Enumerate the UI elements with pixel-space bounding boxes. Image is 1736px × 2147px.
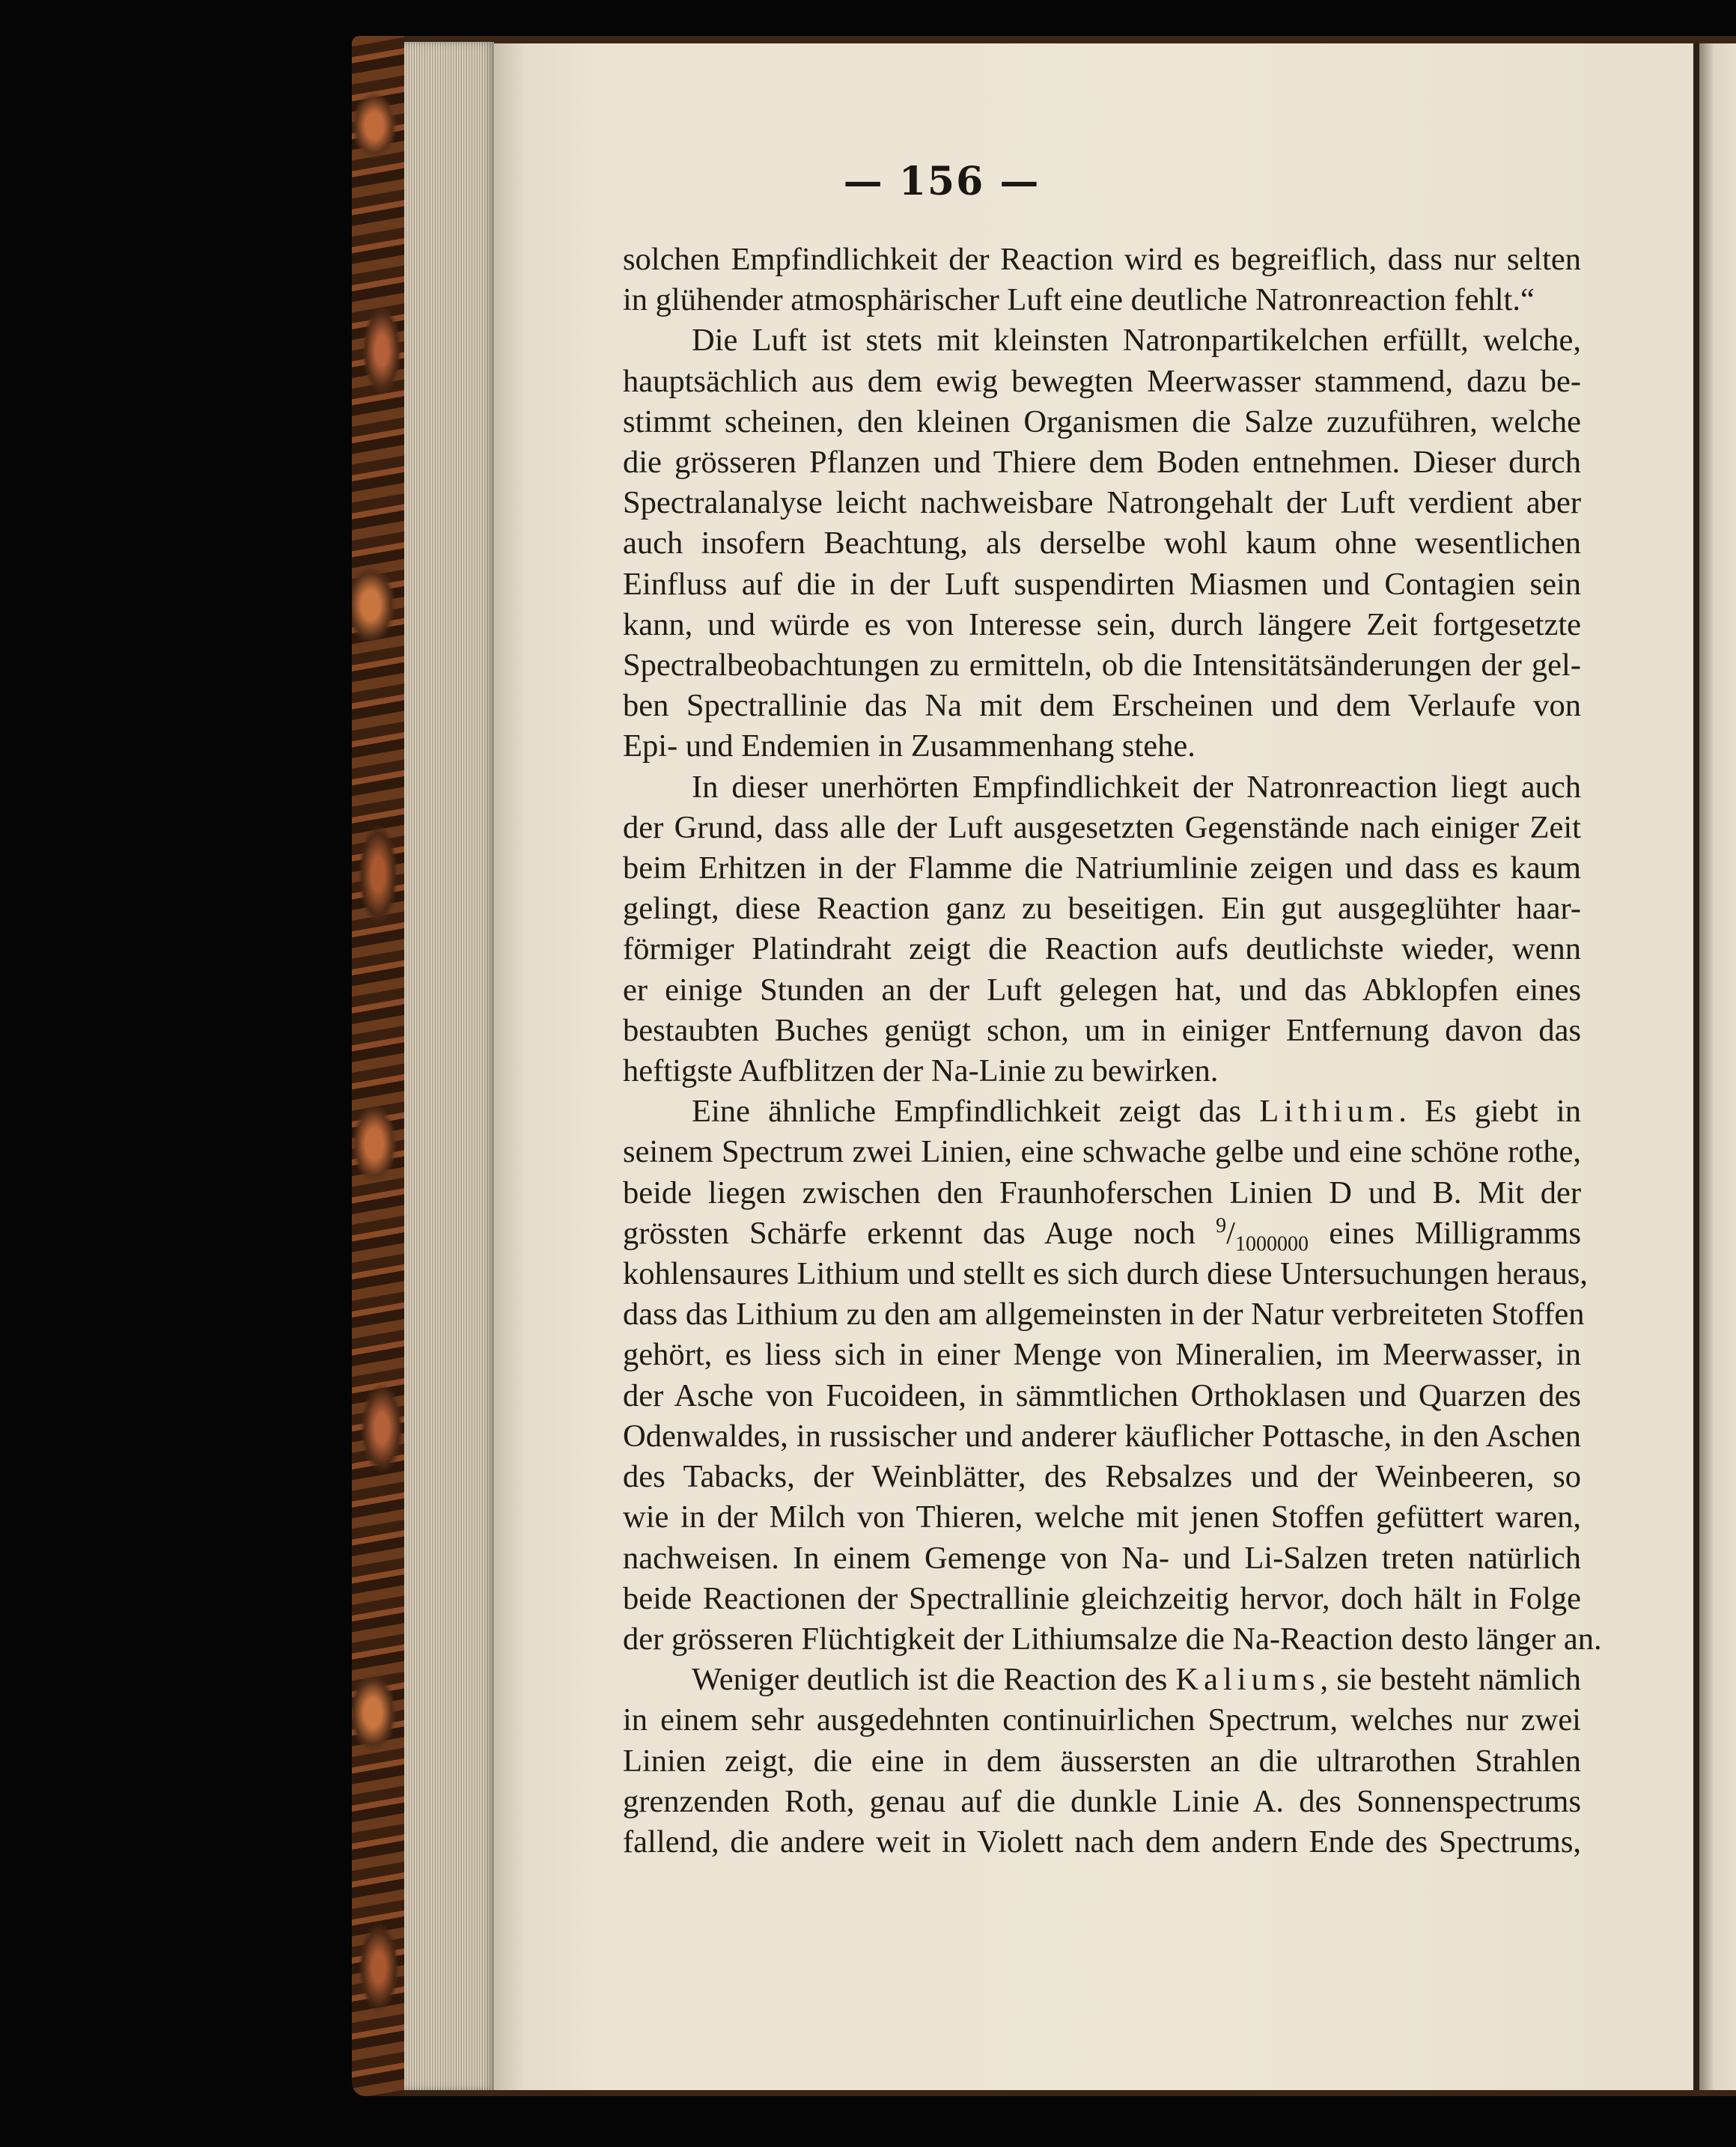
text-line: der Grund, dass alle der Luft ausgesetzten Gegenstände nach einiger Zeit <box>623 809 1581 845</box>
text-line: ben Spectrallinie das Na mit dem Erscheinen und dem Verlaufe von <box>623 688 1581 724</box>
text-line: hauptsächlich aus dem ewig bewegten Meerwasser stammend, dazu be- <box>623 363 1581 399</box>
text-line: Die Luft ist stets mit kleinsten Natronpartikelchen erfüllt, welche, <box>692 323 1581 359</box>
text-line: gehört, es liess sich in einer Menge von Mineralien, im Meerwasser, in <box>623 1337 1581 1373</box>
text-line: Spectralbeobachtungen zu ermitteln, ob die Intensitätsänderungen der gel- <box>623 648 1581 683</box>
text-line: beim Erhitzen in der Flamme die Natriumlinie zeigen und dass es kaum <box>623 850 1581 886</box>
page-edges <box>404 42 494 2090</box>
paragraph-2 <box>623 320 1581 767</box>
text-line: gelingt, diese Reaction ganz zu beseitigen. Ein gut ausgeglühter haar- <box>623 891 1581 927</box>
book-gutter <box>1693 43 1699 2090</box>
text-line: wie in der Milch von Thieren, welche mit jenen Stoffen gefüttert waren, <box>623 1499 1581 1535</box>
text-line: er einige Stunden an der Luft gelegen hat, und das Abklopfen eines <box>623 972 1581 1008</box>
text-line: der grösseren Flüchtigkeit der Lithiumsalze die Na-Reaction desto länger an. <box>623 1621 1602 1657</box>
fraction-slash: / <box>1226 1215 1235 1251</box>
text-line: in glühender atmosphärischer Luft eine deutliche Natronreaction fehlt.“ <box>623 282 1535 318</box>
page-number: — 156 — <box>843 159 1041 204</box>
paragraph-4 <box>623 1091 1602 1660</box>
text-run: . Es giebt in <box>1398 1094 1581 1130</box>
text-line: Linien zeigt, die eine in dem äussersten an die ultrarothen Strahlen <box>623 1743 1581 1779</box>
text-line: auch insofern Beachtung, als derselbe wohl kaum ohne wesentlichen <box>623 526 1581 561</box>
text-run: eines Milligramms <box>1329 1215 1582 1251</box>
text-line: bestaubten Buches genügt schon, um in einiger Entfernung davon das <box>623 1012 1581 1048</box>
text-run: grössten Schärfe erkennt das Auge noch <box>623 1215 1196 1251</box>
text-run: Eine ähnliche Empfindlichkeit zeigt das <box>692 1094 1242 1130</box>
text-line: dass das Lithium zu den am allgemeinsten in der Natur verbreiteten Stoffen <box>623 1297 1585 1333</box>
fraction-numerator: 9 <box>1216 1213 1227 1237</box>
text-line: seinem Spectrum zwei Linien, eine schwache gelbe und eine schöne rothe, <box>623 1134 1581 1170</box>
text-line: in einem sehr ausgedehnten continuirlichen Spectrum, welches nur zwei <box>623 1702 1581 1738</box>
text-line: Einfluss auf die in der Luft suspendirten Miasmen und Contagien sein <box>623 566 1581 602</box>
text-run: , sie besteht nämlich <box>1320 1662 1581 1698</box>
text-line: In dieser unerhörten Empfindlichkeit der Natronreaction liegt auch <box>692 769 1581 805</box>
text-line: heftigste Aufblitzen der Na-Linie zu bewirken. <box>623 1053 1219 1089</box>
text-line: Spectralanalyse leicht nachweisbare Natrongehalt der Luft verdient aber <box>623 485 1581 521</box>
body-text <box>623 240 1602 1863</box>
paragraph-1 <box>623 240 1581 320</box>
text-line <box>623 1213 1581 1254</box>
text-line: die grösseren Pflanzen und Thiere dem Boden entnehmen. Dieser durch <box>623 445 1581 481</box>
text-line: beide liegen zwischen den Fraunhoferschen Linien D und B. Mit der <box>623 1175 1581 1210</box>
marbled-cover-edge <box>352 36 404 2096</box>
text-line: Odenwaldes, in russischer und anderer käuflicher Pottasche, in den Aschen <box>623 1418 1581 1454</box>
text-line <box>623 1660 1581 1700</box>
spaced-emphasis-lithium: Lithium <box>1259 1094 1399 1130</box>
text-line: solchen Empfindlichkeit der Reaction wird es begreiflich, dass nur selten <box>623 242 1581 277</box>
text-line: nachweisen. In einem Gemenge von Na- und Li-Salzen treten natürlich <box>623 1540 1581 1576</box>
right-page-edge <box>1699 43 1736 2090</box>
paragraph-5 <box>623 1660 1581 1863</box>
text-line: fallend, die andere weit in Violett nach dem andern Ende des Spectrums, <box>623 1824 1581 1860</box>
fraction-denominator: 1000000 <box>1234 1232 1309 1256</box>
text-line: stimmt scheinen, den kleinen Organismen die Salze zuzuführen, welche <box>623 403 1581 439</box>
text-line: förmiger Platindraht zeigt die Reaction aufs deutlichste wieder, wenn <box>623 931 1581 967</box>
text-line: Epi- und Endemien in Zusammenhang stehe. <box>623 728 1196 764</box>
text-line: kohlensaures Lithium und stellt es sich durch diese Untersuchungen heraus, <box>623 1256 1588 1292</box>
paragraph-3 <box>623 767 1581 1092</box>
text-line: beide Reactionen der Spectrallinie gleichzeitig hervor, doch hält in Folge <box>623 1580 1581 1616</box>
text-line: des Tabacks, der Weinblätter, des Rebsalzes und der Weinbeeren, so <box>623 1459 1581 1495</box>
text-line <box>623 1091 1581 1132</box>
text-line: grenzenden Roth, genau auf die dunkle Linie A. des Sonnenspectrums <box>623 1783 1581 1819</box>
text-line: der Asche von Fucoideen, in sämmtlichen Orthoklasen und Quarzen des <box>623 1377 1581 1413</box>
text-line: kann, und würde es von Interesse sein, durch längere Zeit fortgesetzte <box>623 606 1581 642</box>
text-run: Weniger deutlich ist die Reaction des <box>692 1662 1168 1698</box>
spaced-emphasis-kaliums: Kaliums <box>1175 1662 1321 1698</box>
